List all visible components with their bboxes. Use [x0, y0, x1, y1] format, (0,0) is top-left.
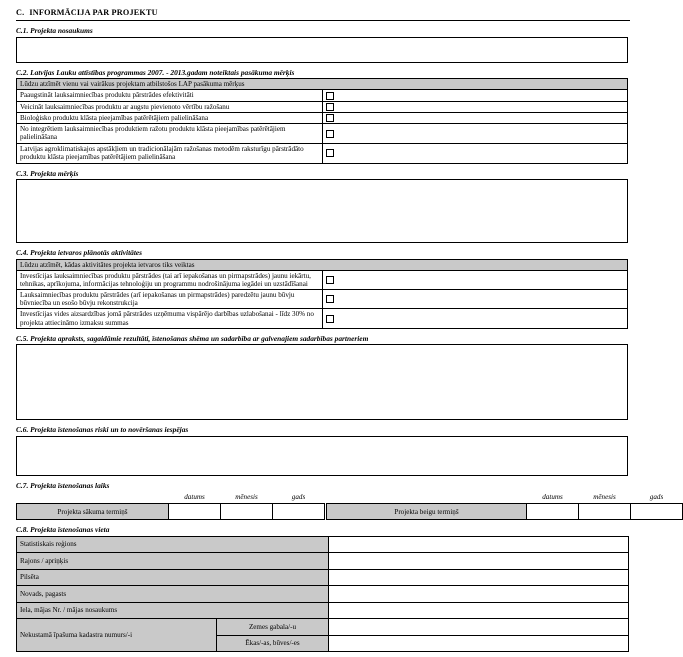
- c7-header-gads: gads: [291, 493, 306, 502]
- c6-label: C.6. Projekta īstenošanas riski un to novēršanas iespējas: [16, 425, 189, 435]
- checkbox-icon[interactable]: [326, 103, 334, 111]
- c2-row-checkbox-cell[interactable]: [322, 124, 628, 143]
- c8-row-label: Novads, pagasts: [17, 586, 329, 603]
- c3-project-goal-field[interactable]: [16, 179, 628, 243]
- checkbox-icon[interactable]: [326, 92, 334, 100]
- c4-label: C.4. Projekta ietvaros plānotās aktivitātes: [16, 248, 143, 258]
- c6-risks-field[interactable]: [16, 436, 628, 476]
- c2-label: C.2. Latvijas Lauku attīstības programmas 2007. - 2013.gadam noteiktais pasākuma mērķis: [16, 67, 295, 77]
- c8-row-value-field[interactable]: [329, 536, 629, 553]
- table-row: [17, 553, 629, 570]
- c2-row-checkbox-cell[interactable]: [322, 101, 628, 112]
- table-row: [17, 101, 628, 112]
- page-title: [16, 8, 630, 17]
- c7-timeline-table: [16, 491, 683, 520]
- c8-cadastre-land-field[interactable]: [329, 619, 629, 636]
- table-row: [17, 619, 629, 636]
- c4-row-label: Investīcijas lauksaimniecības produktu pārstrādes (tai arī iepakošanas un pirmapstrādes) jaunu iekārtu, tehnikas, aprīkojuma, informācijas tehnoloģiju un programmu nodrošinājuma iegādei un uzstādīšanai: [17, 270, 323, 289]
- checkbox-icon[interactable]: [326, 130, 334, 138]
- table-row: [17, 586, 629, 603]
- c2-objectives-table: [16, 78, 628, 164]
- c8-row-label: Pilsēta: [17, 569, 329, 586]
- c7-header-datums-end: datums: [542, 493, 563, 502]
- table-row: [17, 602, 629, 619]
- c2-row-label: Bioloģisko produktu klāsta pieejamības patērētājiem palielināšana: [17, 112, 323, 123]
- c7-values-row: [17, 504, 683, 520]
- table-row: [17, 90, 628, 101]
- c4-activities-table: [16, 259, 628, 329]
- c8-row-label: Rajons / apriņķis: [17, 553, 329, 570]
- c8-row-value-field[interactable]: [329, 569, 629, 586]
- table-row: [17, 290, 628, 309]
- c2-row-checkbox-cell[interactable]: [322, 112, 628, 123]
- table-row: [17, 569, 629, 586]
- table-row: [17, 124, 628, 143]
- checkbox-icon[interactable]: [326, 149, 334, 157]
- c7-timeline-block: [16, 491, 664, 520]
- c4-row-label: Lauksaimniecības produktu pārstrādes (arī iepakošanas un pirmapstrādes) paredzētu jaunu būvju būvniecība un esošo būvju rekonstrukcija: [17, 290, 323, 309]
- c2-row-checkbox-cell[interactable]: [322, 143, 628, 163]
- spacer: [17, 491, 169, 504]
- c7-start-label: Projekta sākuma termiņš: [17, 504, 169, 520]
- c7-end-datums-field[interactable]: [527, 504, 579, 520]
- c3-label: C.3. Projekta mērķis: [16, 168, 79, 178]
- c7-end-label: Projekta beigu termiņš: [327, 504, 527, 520]
- c8-label: C.8. Projekta īstenošanas vieta: [16, 525, 110, 535]
- c8-row-label: Iela, mājas Nr. / mājas nosaukums: [17, 602, 329, 619]
- c7-header-menesis-end: mēnesis: [593, 493, 616, 502]
- c4-row-label: Investīcijas vides aizsardzības jomā pārstrādes uzņēmuma vispārējo darbības uzlabošanai - līdz 30% no projekta attiecināmo izmaksu summas: [17, 309, 323, 328]
- c8-cadastre-building-label: Ēkas/-as, būves/-es: [217, 635, 329, 652]
- checkbox-icon[interactable]: [326, 295, 334, 303]
- c7-start-gads-field[interactable]: [273, 504, 325, 520]
- table-row: [17, 309, 628, 328]
- table-row: [17, 112, 628, 123]
- c5-description-field[interactable]: [16, 344, 628, 420]
- c4-table-header: Lūdzu atzīmēt, kādas aktivitātes projekta ietvaros tiks veiktas: [17, 259, 628, 270]
- c8-cadastre-land-label: Zemes gabala/-u: [217, 619, 329, 636]
- table-header-row: [17, 79, 628, 90]
- c8-row-value-field[interactable]: [329, 586, 629, 603]
- title-divider: [16, 20, 630, 21]
- c8-row-value-field[interactable]: [329, 602, 629, 619]
- section-title-text: INFORMĀCIJA PAR PROJEKTU: [29, 8, 158, 17]
- table-row: [17, 536, 629, 553]
- c7-start-datums-field[interactable]: [169, 504, 221, 520]
- c8-row-label: Statistiskais reģions: [17, 536, 329, 553]
- c2-row-label: Veicināt lauksaimniecības produktu ar augstu pievienoto vērtību ražošanu: [17, 101, 323, 112]
- c8-cadastre-label: Nekustamā īpašuma kadastra numurs/-i: [17, 619, 217, 652]
- c2-row-label: Latvijas agroklimatiskajos apstākļiem un tradicionālajām ražošanas metodēm raksturīgu pārstrādāto produktu klāsta pieejamības patērētājiem palielināšana: [17, 143, 323, 163]
- checkbox-icon[interactable]: [326, 276, 334, 284]
- c7-header-datums: datums: [184, 493, 205, 502]
- c7-header-menesis: mēnesis: [235, 493, 258, 502]
- c7-header-gads-end: gads: [649, 493, 664, 502]
- spacer: [327, 491, 527, 504]
- table-row: [17, 143, 628, 163]
- c7-date-headers-row: [17, 491, 683, 504]
- c5-label: C.5. Projekta apraksts, sagaidāmie rezultāti, īstenošanas shēma un sadarbība ar galvenajiem sadarbības partneriem: [16, 333, 369, 343]
- checkbox-icon[interactable]: [326, 114, 334, 122]
- c8-row-value-field[interactable]: [329, 553, 629, 570]
- c2-row-label: No integrētiem lauksaimniecības produktiem ražotu produktu klāsta pieejamības patērētājiem palielināšana: [17, 124, 323, 143]
- checkbox-icon[interactable]: [326, 315, 334, 323]
- c8-location-table: [16, 536, 629, 653]
- c4-row-checkbox-cell[interactable]: [322, 309, 628, 328]
- c4-row-checkbox-cell[interactable]: [322, 270, 628, 289]
- c7-end-menesis-field[interactable]: [579, 504, 631, 520]
- c4-row-checkbox-cell[interactable]: [322, 290, 628, 309]
- c1-project-name-field[interactable]: [16, 37, 628, 63]
- c7-end-gads-field[interactable]: [631, 504, 683, 520]
- table-row: [17, 270, 628, 289]
- section-letter: C.: [16, 8, 25, 17]
- c7-label: C.7. Projekta īstenošanas laiks: [16, 480, 110, 490]
- c2-table-header: Lūdzu atzīmēt vienu vai vairākus projektam atbilstošos LAP pasākuma mērķus: [17, 79, 628, 90]
- c7-start-menesis-field[interactable]: [221, 504, 273, 520]
- table-header-row: [17, 259, 628, 270]
- c2-row-label: Paaugstināt lauksaimniecības produktu pārstrādes efektivitāti: [17, 90, 323, 101]
- c1-label: C.1. Projekta nosaukums: [16, 26, 93, 35]
- c8-cadastre-building-field[interactable]: [329, 635, 629, 652]
- c2-row-checkbox-cell[interactable]: [322, 90, 628, 101]
